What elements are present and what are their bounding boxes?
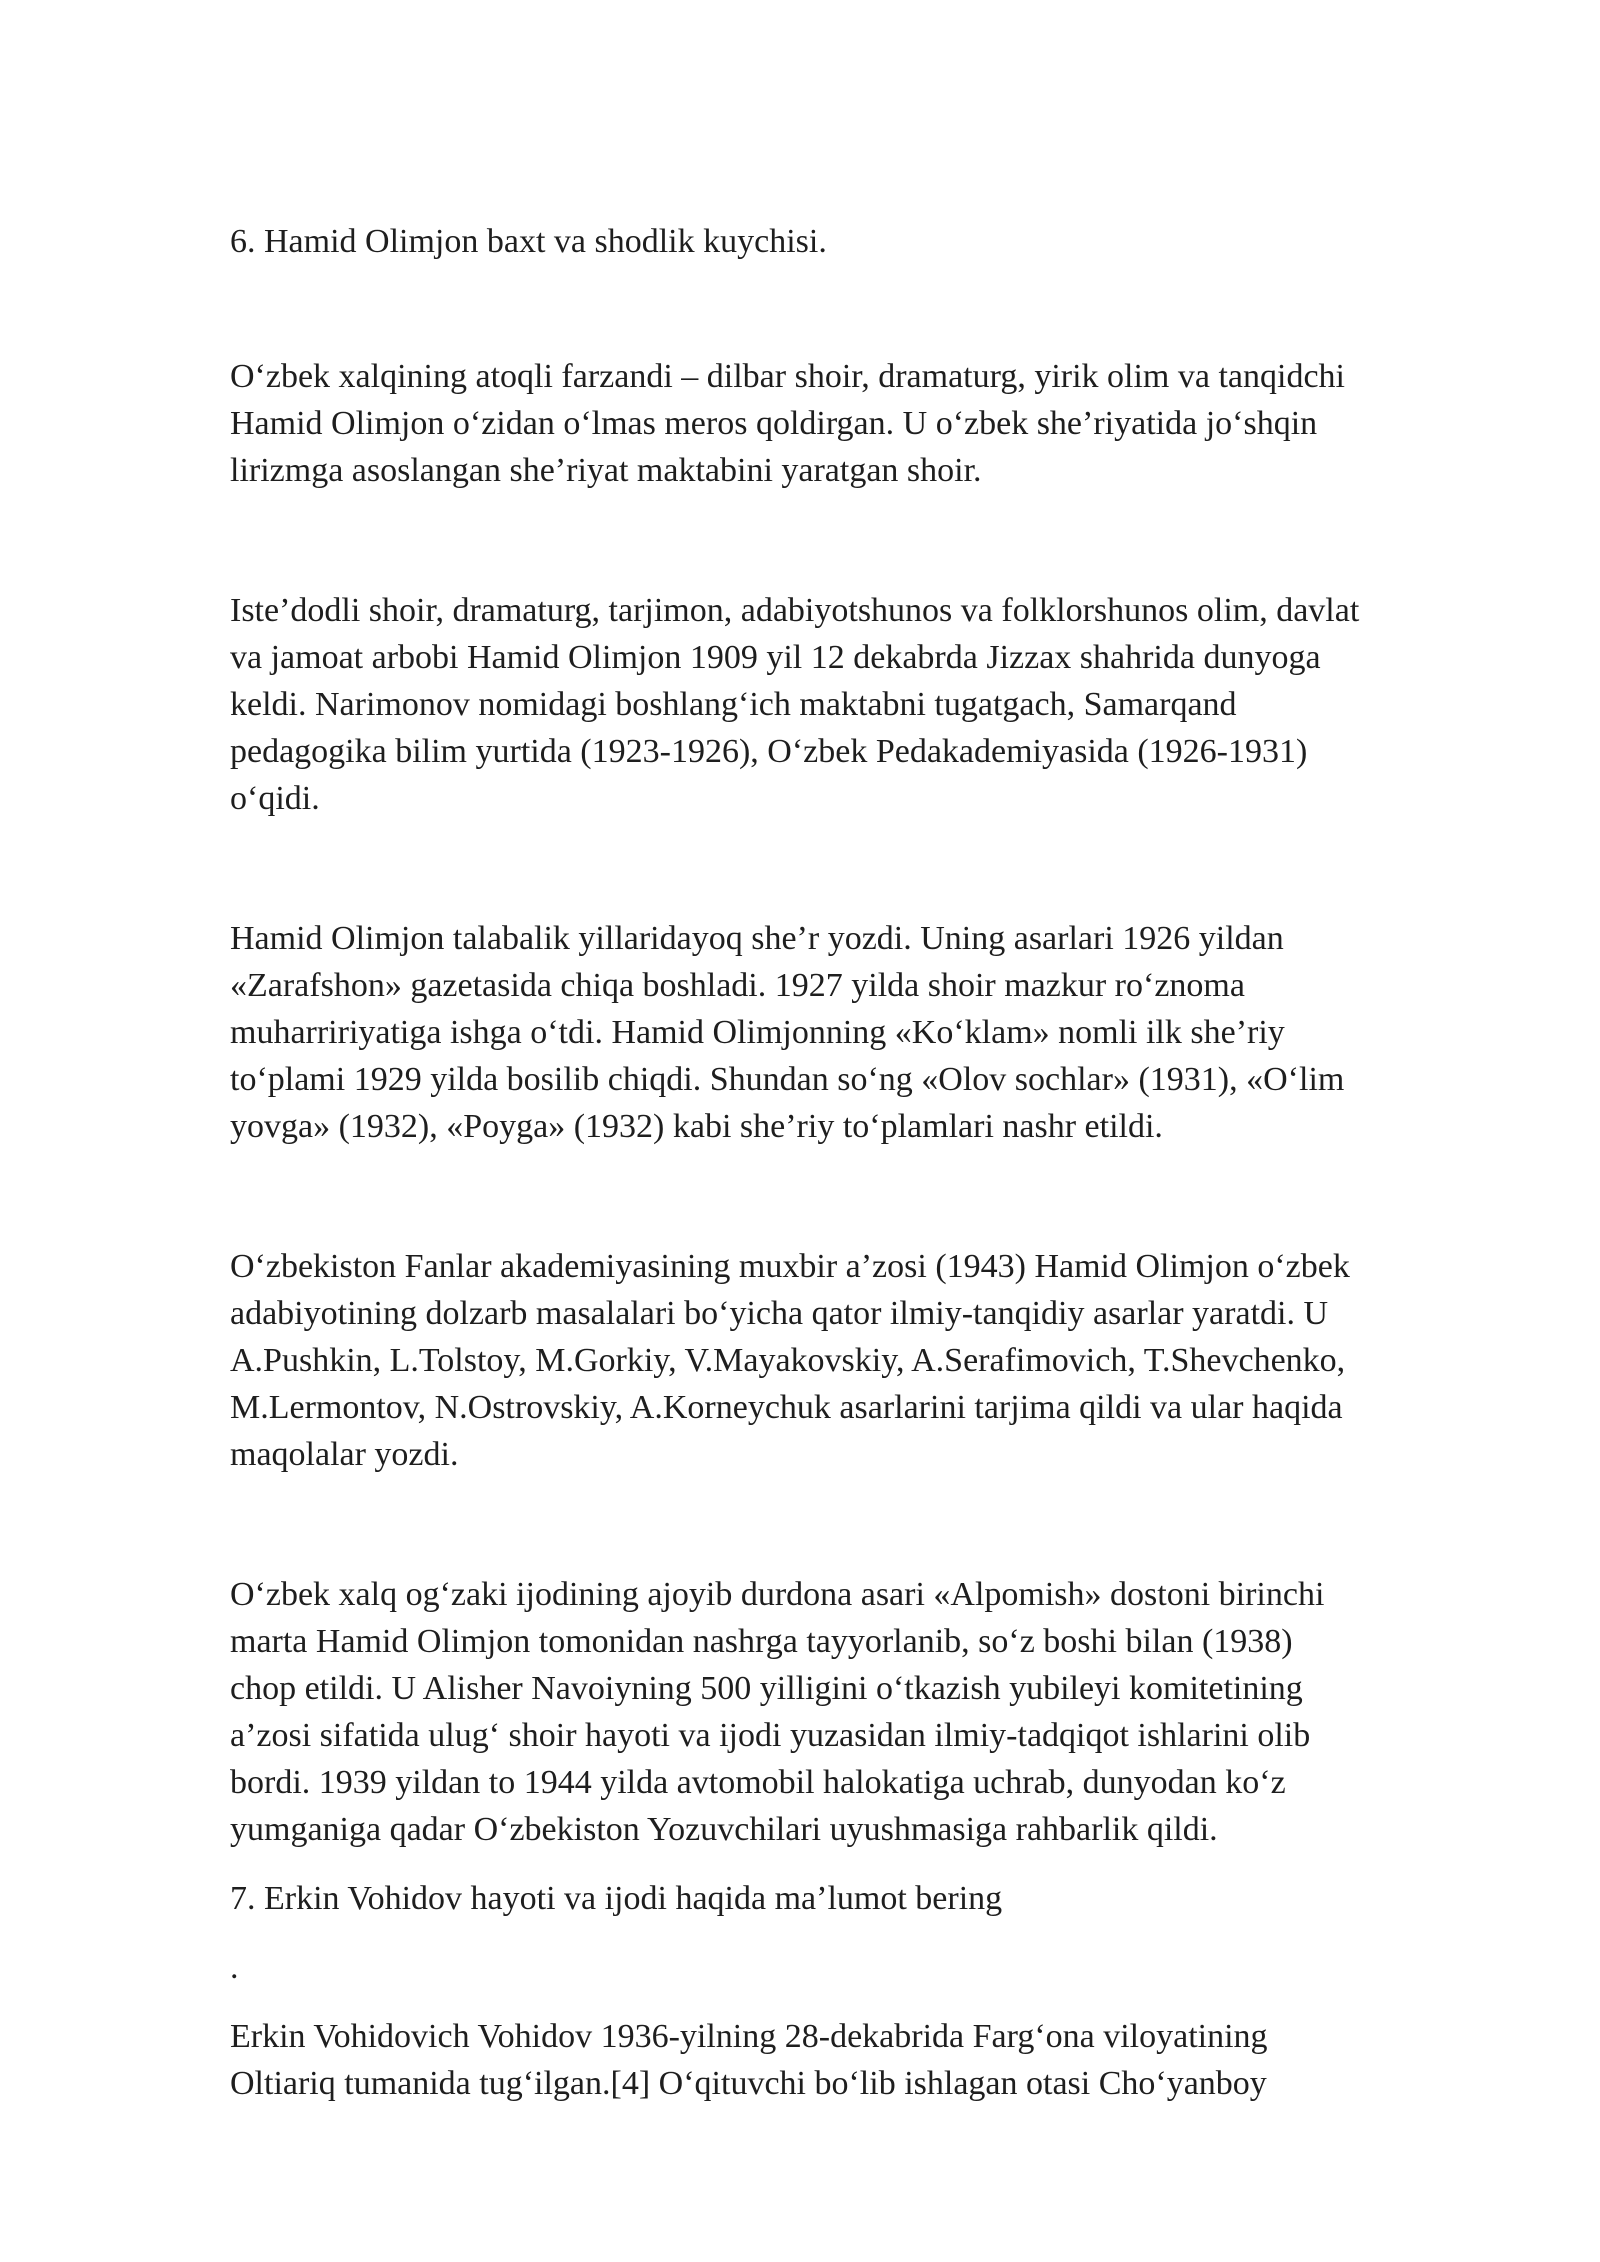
text-line: Oʻzbekiston Fanlar akademiyasining muxbir a’zosi (1943) Hamid Olimjon oʻzbek xyxy=(230,1248,1350,1285)
text-line: A.Pushkin, L.Tolstoy, M.Gorkiy, V.Mayakovskiy, A.Serafimovich, T.Shevchenko, xyxy=(230,1342,1346,1379)
text-line: chop etildi. U Alisher Navoiyning 500 yilligini oʻtkazish yubileyi komitetining xyxy=(230,1670,1303,1707)
text-line: Iste’dodli shoir, dramaturg, tarjimon, adabiyotshunos va folklorshunos olim, davlat xyxy=(230,592,1360,629)
text-line: yovga» (1932), «Poyga» (1932) kabi she’riy toʻplamlari nashr etildi. xyxy=(230,1108,1163,1145)
paragraph-biography xyxy=(230,587,1520,822)
section-heading-6: 6. Hamid Olimjon baxt va shodlik kuychisi. xyxy=(230,223,827,260)
paragraph-alpomish xyxy=(230,1571,1520,1853)
separator-dot: . xyxy=(230,1949,239,1986)
text-line: M.Lermontov, N.Ostrovskiy, A.Korneychuk asarlarini tarjima qildi va ular haqida xyxy=(230,1389,1343,1426)
text-line: yumganiga qadar Oʻzbekiston Yozuvchilari uyushmasiga rahbarlik qildi. xyxy=(230,1811,1218,1848)
text-line: «Zarafshon» gazetasida chiqa boshladi. 1927 yilda shoir mazkur roʻznoma xyxy=(230,967,1245,1004)
paragraph-intro xyxy=(230,353,1520,494)
text-line: marta Hamid Olimjon tomonidan nashrga tayyorlanib, soʻz boshi bilan (1938) xyxy=(230,1623,1293,1660)
text-line: pedagogika bilim yurtida (1923-1926), Oʻzbek Pedakademiyasida (1926-1931) xyxy=(230,733,1308,770)
text-line: keldi. Narimonov nomidagi boshlangʻich maktabni tugatgach, Samarqand xyxy=(230,686,1237,723)
text-line: Hamid Olimjon oʻzidan oʻlmas meros qoldirgan. U oʻzbek she’riyatida joʻshqin xyxy=(230,405,1318,442)
text-line: Oʻzbek xalq ogʻzaki ijodining ajoyib durdona asari «Alpomish» dostoni birinchi xyxy=(230,1576,1325,1613)
text-line: Oʻzbek xalqining atoqli farzandi – dilbar shoir, dramaturg, yirik olim va tanqidchi xyxy=(230,358,1345,395)
text-line: Oltiariq tumanida tugʻilgan.[4] Oʻqituvchi boʻlib ishlagan otasi Choʻyanboy xyxy=(230,2065,1267,2102)
paragraph-academy xyxy=(230,1243,1520,1478)
paragraph-vohidov xyxy=(230,2013,1520,2107)
text-line: va jamoat arbobi Hamid Olimjon 1909 yil 12 dekabrda Jizzax shahrida dunyoga xyxy=(230,639,1321,676)
text-line: maqolalar yozdi. xyxy=(230,1436,459,1473)
document-page xyxy=(230,218,1520,2107)
text-line: Hamid Olimjon talabalik yillaridayoq she’r yozdi. Uning asarlari 1926 yildan xyxy=(230,920,1284,957)
text-line: toʻplami 1929 yilda bosilib chiqdi. Shundan soʻng «Olov sochlar» (1931), «Oʻlim xyxy=(230,1061,1345,1098)
text-line: lirizmga asoslangan she’riyat maktabini yaratgan shoir. xyxy=(230,452,982,489)
text-line: oʻqidi. xyxy=(230,780,320,817)
section-heading-7: 7. Erkin Vohidov hayoti va ijodi haqida ma’lumot bering xyxy=(230,1880,1003,1917)
text-line: adabiyotining dolzarb masalalari boʻyicha qator ilmiy-tanqidiy asarlar yaratdi. U xyxy=(230,1295,1329,1332)
text-line: a’zosi sifatida ulugʻ shoir hayoti va ijodi yuzasidan ilmiy-tadqiqot ishlarini olib xyxy=(230,1717,1311,1754)
text-line: bordi. 1939 yildan to 1944 yilda avtomobil halokatiga uchrab, dunyodan koʻz xyxy=(230,1764,1286,1801)
paragraph-early-works xyxy=(230,915,1520,1150)
text-line: Erkin Vohidovich Vohidov 1936-yilning 28-dekabrida Fargʻona viloyatining xyxy=(230,2018,1268,2055)
text-line: muharririyatiga ishga oʻtdi. Hamid Olimjonning «Koʻklam» nomli ilk she’riy xyxy=(230,1014,1285,1051)
